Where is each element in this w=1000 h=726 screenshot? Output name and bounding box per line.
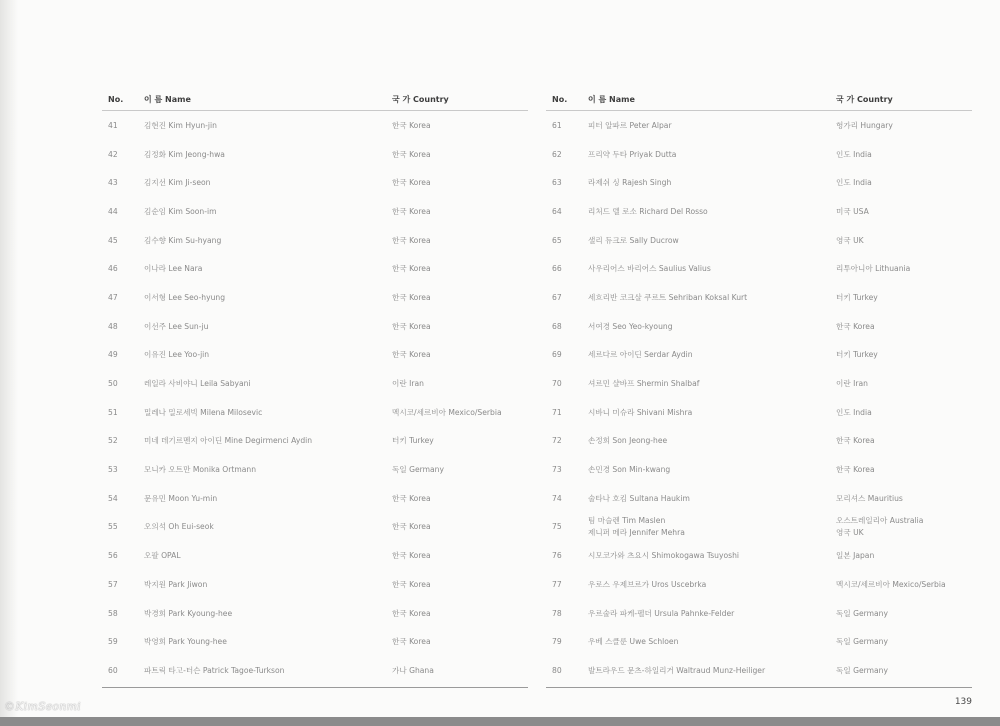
row-country: 한국 Korea: [392, 493, 431, 503]
row-country: 한국 Korea: [836, 436, 875, 446]
row-name: 리처드 델 로소 Richard Del Rosso: [588, 206, 708, 216]
row-country: 리투아니아 Lithuania: [836, 264, 911, 274]
row-country-line: 영국 UK: [836, 527, 864, 537]
table-row: [546, 541, 972, 570]
row-number: 67: [552, 292, 562, 302]
row-name: 술타나 호킴 Sultana Haukim: [588, 493, 690, 503]
row-country: 독일 Germany: [836, 637, 888, 647]
table-row: [102, 312, 528, 341]
participants-table-right: [546, 88, 972, 688]
header-no: No.: [552, 94, 568, 104]
page-number: 139: [954, 697, 972, 707]
row-country: 독일 Germany: [836, 665, 888, 675]
row-name: 손정희 Son Jeong-hee: [588, 436, 668, 446]
row-name: 세흐리반 코크살 쿠르트 Sehriban Koksal Kurt: [588, 292, 748, 302]
row-number: 62: [552, 149, 562, 159]
table-row: [546, 570, 972, 599]
table-row: [546, 254, 972, 283]
table-row: [102, 570, 528, 599]
table-row: [546, 140, 972, 169]
table-row: [102, 111, 528, 140]
row-name: 오팔 OPAL: [144, 551, 181, 561]
row-country: 한국 Korea: [392, 608, 431, 618]
row-name: 피터 알파르 Peter Alpar: [588, 120, 672, 130]
header-name: 이 름 Name: [144, 94, 191, 104]
row-number: 41: [108, 120, 118, 130]
table-row: [102, 254, 528, 283]
table-row: [102, 484, 528, 513]
table-row: [546, 599, 972, 628]
table-header: [546, 88, 972, 111]
row-number: 75: [552, 521, 562, 531]
row-country: 한국 Korea: [392, 149, 431, 159]
header-country: 국 가 Country: [392, 94, 449, 104]
table-row: [102, 599, 528, 628]
row-number: 56: [108, 551, 118, 561]
row-number: 46: [108, 264, 118, 274]
table-row: [546, 168, 972, 197]
table-row: [546, 455, 972, 484]
row-number: 59: [108, 637, 118, 647]
row-number: 50: [108, 379, 118, 389]
row-country: 독일 Germany: [836, 608, 888, 618]
row-number: 58: [108, 608, 118, 618]
row-number: 71: [552, 407, 562, 417]
row-country: 헝가리 Hungary: [836, 120, 893, 130]
row-name: 발트라우드 문츠-하일리거 Waltraud Munz-Heiliger: [588, 665, 766, 675]
row-country: 이란 Iran: [836, 379, 868, 389]
table-row: [102, 341, 528, 370]
row-name-line: 팀 마슬렌 Tim Maslen: [588, 515, 666, 525]
row-country: 한국 Korea: [392, 321, 431, 331]
table-header: [102, 88, 528, 111]
table-bottom-rule: [102, 687, 528, 688]
row-number: 52: [108, 436, 118, 446]
row-country: 한국 Korea: [392, 264, 431, 274]
row-name: 셔르민 샬바프 Shermin Shalbaf: [588, 379, 700, 389]
table-row: [102, 541, 528, 570]
row-number: 54: [108, 493, 118, 503]
row-country: 일본 Japan: [836, 551, 875, 561]
row-country: 한국 Korea: [392, 579, 431, 589]
row-name: 우로스 우제브르가 Uros Uscebrka: [588, 579, 707, 589]
row-number: 69: [552, 350, 562, 360]
table-row: [102, 455, 528, 484]
row-country: 터키 Turkey: [836, 292, 878, 302]
row-number: 60: [108, 665, 118, 675]
row-name: 오의석 Oh Eui-seok: [144, 522, 214, 532]
row-country: 이란 Iran: [392, 379, 424, 389]
row-country: 한국 Korea: [836, 465, 875, 475]
row-name: 문유민 Moon Yu-min: [144, 493, 218, 503]
row-number: 72: [552, 436, 562, 446]
row-name: 시모코가와 츠요시 Shimokogawa Tsuyoshi: [588, 551, 739, 561]
row-country: 멕시코/세르비아 Mexico/Serbia: [392, 407, 502, 417]
table-row: [546, 398, 972, 427]
row-number: 45: [108, 235, 118, 245]
row-number: 80: [552, 665, 562, 675]
table-row: [546, 656, 972, 685]
row-country: 가나 Ghana: [392, 665, 434, 675]
row-name-line: 제니퍼 메라 Jennifer Mehra: [588, 527, 685, 537]
table-row: [546, 627, 972, 656]
table-row: [546, 513, 972, 542]
row-country: 한국 Korea: [392, 350, 431, 360]
row-number: 55: [108, 522, 118, 532]
row-country-line: 오스트레일리아 Australia: [836, 515, 924, 525]
row-name: 밀레나 밀로세빅 Milena Milosevic: [144, 407, 263, 417]
table-row: [546, 427, 972, 456]
row-number: 78: [552, 608, 562, 618]
row-number: 57: [108, 579, 118, 589]
row-number: 79: [552, 637, 562, 647]
table-row: [102, 283, 528, 312]
row-country: 한국 Korea: [836, 321, 875, 331]
row-name: 이서형 Lee Seo-hyung: [144, 292, 226, 302]
row-country: 인도 India: [836, 407, 872, 417]
row-number: 51: [108, 407, 118, 417]
table-row: [102, 168, 528, 197]
row-name: 이선주 Lee Sun-ju: [144, 321, 209, 331]
row-name: 우베 스클룬 Uwe Schloen: [588, 637, 679, 647]
table-row: [102, 398, 528, 427]
table-row: [102, 513, 528, 542]
watermark: ©KimSeonmi: [4, 700, 81, 713]
row-number: 76: [552, 551, 562, 561]
table-row: [102, 226, 528, 255]
table-row: [102, 369, 528, 398]
row-country: 멕시코/세르비아 Mexico/Serbia: [836, 579, 946, 589]
row-number: 48: [108, 321, 118, 331]
row-number: 77: [552, 579, 562, 589]
row-number: 47: [108, 292, 118, 302]
table-row: [102, 140, 528, 169]
row-country: 한국 Korea: [392, 637, 431, 647]
table-row: [102, 627, 528, 656]
row-country: 미국 USA: [836, 206, 869, 216]
row-name: 샐리 듀크로 Sally Ducrow: [588, 235, 679, 245]
row-name: 서여경 Seo Yeo-kyoung: [588, 321, 673, 331]
table-row: [102, 197, 528, 226]
participants-table-left: [102, 88, 528, 688]
row-name: 김정화 Kim Jeong-hwa: [144, 149, 225, 159]
row-name: 김지선 Kim Ji-seon: [144, 178, 211, 188]
table-row: [546, 369, 972, 398]
row-country: 모리셔스 Mauritius: [836, 493, 903, 503]
table-row: [102, 656, 528, 685]
row-country: 한국 Korea: [392, 292, 431, 302]
table-row: [546, 484, 972, 513]
row-country: 터키 Turkey: [836, 350, 878, 360]
row-name: 레일라 사비야니 Leila Sabyani: [144, 379, 251, 389]
row-number: 44: [108, 206, 118, 216]
table-row: [546, 283, 972, 312]
table-row: [102, 427, 528, 456]
row-number: 70: [552, 379, 562, 389]
row-country: 한국 Korea: [392, 178, 431, 188]
table-row: [546, 197, 972, 226]
row-country: 인도 India: [836, 149, 872, 159]
row-name: 파트릭 타고-터슨 Patrick Tagoe-Turkson: [144, 665, 285, 675]
row-country: 독일 Germany: [392, 465, 444, 475]
header-no: No.: [108, 94, 124, 104]
row-country: 한국 Korea: [392, 235, 431, 245]
row-name: 세르다르 아이딘 Serdar Aydin: [588, 350, 693, 360]
row-country: 한국 Korea: [392, 551, 431, 561]
row-number: 73: [552, 465, 562, 475]
row-number: 66: [552, 264, 562, 274]
row-name: 우르술라 파케-펠더 Ursula Pahnke-Felder: [588, 608, 735, 618]
row-name: 김순임 Kim Soon-im: [144, 206, 217, 216]
table-row: [546, 111, 972, 140]
row-name: 박지원 Park Jiwon: [144, 579, 208, 589]
row-number: 74: [552, 493, 562, 503]
scan-bottom-edge: [0, 717, 1000, 726]
header-country: 국 가 Country: [836, 94, 893, 104]
table-body: [546, 111, 972, 685]
row-name: 미네 데기르멘지 아이딘 Mine Degirmenci Aydin: [144, 436, 313, 446]
row-country: 터키 Turkey: [392, 436, 434, 446]
row-country: 영국 UK: [836, 235, 864, 245]
row-country: [836, 515, 972, 539]
row-number: 43: [108, 178, 118, 188]
header-name: 이 름 Name: [588, 94, 635, 104]
row-number: 63: [552, 178, 562, 188]
row-country: 한국 Korea: [392, 206, 431, 216]
row-name: 이나라 Lee Nara: [144, 264, 203, 274]
row-country: 한국 Korea: [392, 522, 431, 532]
row-country: 인도 India: [836, 178, 872, 188]
row-name: 이유진 Lee Yoo-jin: [144, 350, 210, 360]
row-number: 64: [552, 206, 562, 216]
row-number: 42: [108, 149, 118, 159]
page-edge-shadow: [0, 0, 18, 726]
row-number: 68: [552, 321, 562, 331]
table-bottom-rule: [546, 687, 972, 688]
table-row: [546, 312, 972, 341]
table-body: [102, 111, 528, 685]
row-name: [588, 515, 836, 539]
row-number: 49: [108, 350, 118, 360]
row-name: 시바니 미슈라 Shivani Mishra: [588, 407, 693, 417]
row-name: 김현진 Kim Hyun-jin: [144, 120, 217, 130]
row-number: 53: [108, 465, 118, 475]
row-name: 사우리어스 바리어스 Saulius Valius: [588, 264, 711, 274]
table-row: [546, 226, 972, 255]
row-name: 모니카 오트만 Monika Ortmann: [144, 465, 257, 475]
row-number: 61: [552, 120, 562, 130]
table-row: [546, 341, 972, 370]
row-name: 손민경 Son Min-kwang: [588, 465, 671, 475]
row-name: 박경희 Park Kyoung-hee: [144, 608, 233, 618]
row-name: 박영희 Park Young-hee: [144, 637, 227, 647]
row-country: 한국 Korea: [392, 120, 431, 130]
row-name: 프리약 두타 Priyak Dutta: [588, 149, 677, 159]
row-name: 김수향 Kim Su-hyang: [144, 235, 222, 245]
row-number: 65: [552, 235, 562, 245]
row-name: 라제쉬 싱 Rajesh Singh: [588, 178, 672, 188]
